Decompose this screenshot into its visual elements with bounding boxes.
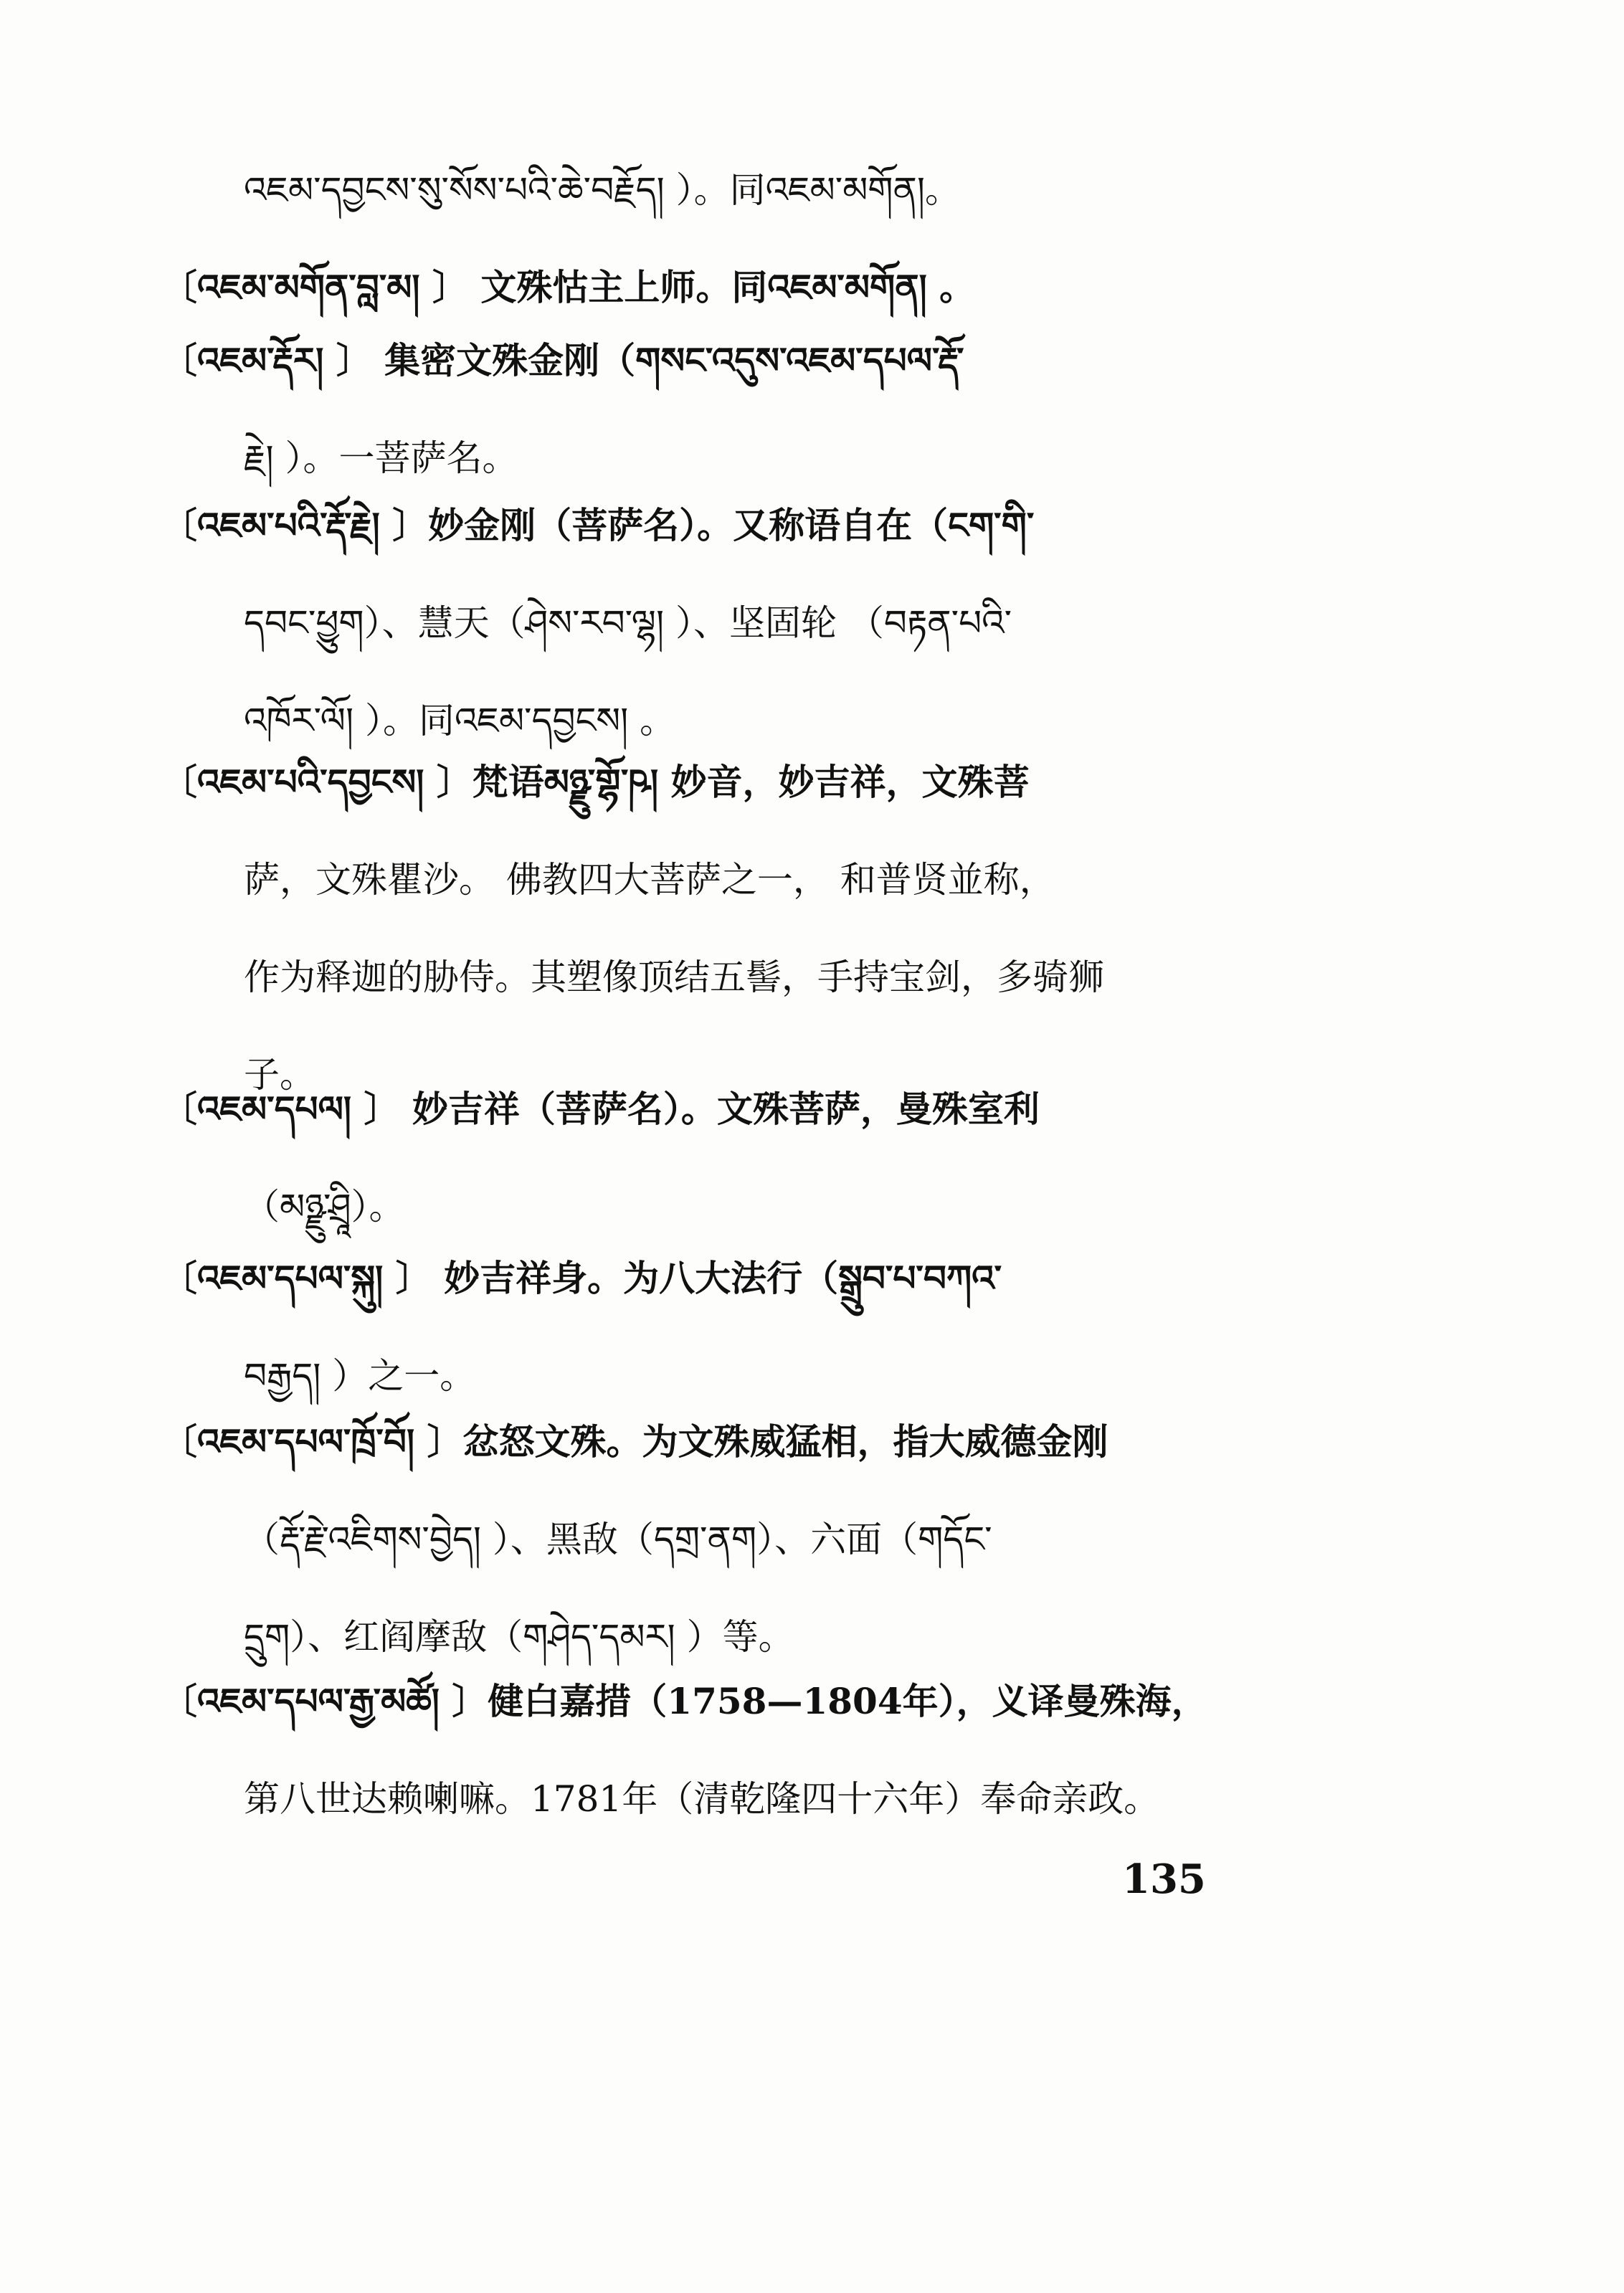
entry-line: 第八世达赖喇嘛。1781年（清乾隆四十六年）奉命亲政。 [244,1778,1160,1820]
entry-line: འཁོར་ལོ། ）。同འཇམ་དབྱངས། 。 [244,700,676,741]
dictionary-entry [161,1676,1280,1871]
entry-line: （མཉྫུ་ཤྲཱི）。 [244,1186,405,1228]
entry-line: 〔འཇམ་པའི་དབྱངས། 〕梵语མཉྫུ་གྷོ་ཥ། 妙音，妙吉祥，文殊菩 [161,761,1030,803]
page-number: 135 [1122,1856,1206,1903]
entry-line: རྗེ། ）。一菩萨名。 [244,437,518,479]
entry-line: 〔འཇམ་དཔལ་རྒྱ་མཚོ། 〕健白嘉措（1758—1804年），义译曼殊海， [161,1680,1207,1722]
entry-line: དྲུག）、红阎摩敌（གཤེད་དམར། ）等。 [244,1616,794,1658]
entry-line: 〔འཇམ་དཔལ་སྐུ། 〕 妙吉祥身。为八大法行（སྒྲུབ་པ་བཀའ་ [161,1257,1002,1299]
entry-line: 〔འཇམ་རྡོར། 〕 集密文殊金刚（གསང་འདུས་འཇམ་དཔལ་རྡོ་ [161,339,964,381]
dictionary-entry [161,500,1280,793]
entry-line: 〔འཇམ་དཔལ། 〕 妙吉祥（菩萨名）。文殊菩萨，曼殊室利 [161,1088,1040,1130]
entry-line: 萨，文殊瞿沙。 佛教四大菩萨之一， 和普贤並称， [244,859,1055,901]
entry-line: 〔འཇམ་མགོན་བླ་མ། 〕 文殊怙主上师。同འཇམ་མགོན། 。 [161,266,976,308]
entry-line: དབང་ཕྱུག）、慧天（ཤེས་རབ་ལྷ། ）、坚固轮 （བརྟན་པའི་ [244,602,1012,644]
entry-line: 〔འཇམ་པའི་རྡོ་རྗེ། 〕妙金刚（菩萨名）。又称语自在（ངག་གི་ [161,504,1035,546]
entry-line: 〔འཇམ་དཔལ་ཁྲོ་བོ། 〕忿怒文殊。为文殊威猛相，指大威德金刚 [161,1420,1108,1463]
entry-line: 子。 [244,1054,315,1096]
entry-line: 作为释迦的胁侍。其塑像顶结五髻，手持宝剑，多骑狮 [244,956,1104,998]
dictionary-entry [161,165,1280,262]
entry-line: བརྒྱད། ）之一。 [244,1355,476,1397]
entry-line: འཇམ་དབྱངས་སུ་སོས་པའི་ཆེ་བརྗོད། ）。同འཇམ་མགོན།。 [244,169,961,211]
entry-line: （རྡོ་རྗེ་འཇིགས་བྱེད། ）、黑敌（དགྲ་ནག）、六面（གདོང་ [244,1519,992,1560]
dictionary-entry [161,1417,1280,1709]
dictionary-entry [161,1084,1280,1279]
